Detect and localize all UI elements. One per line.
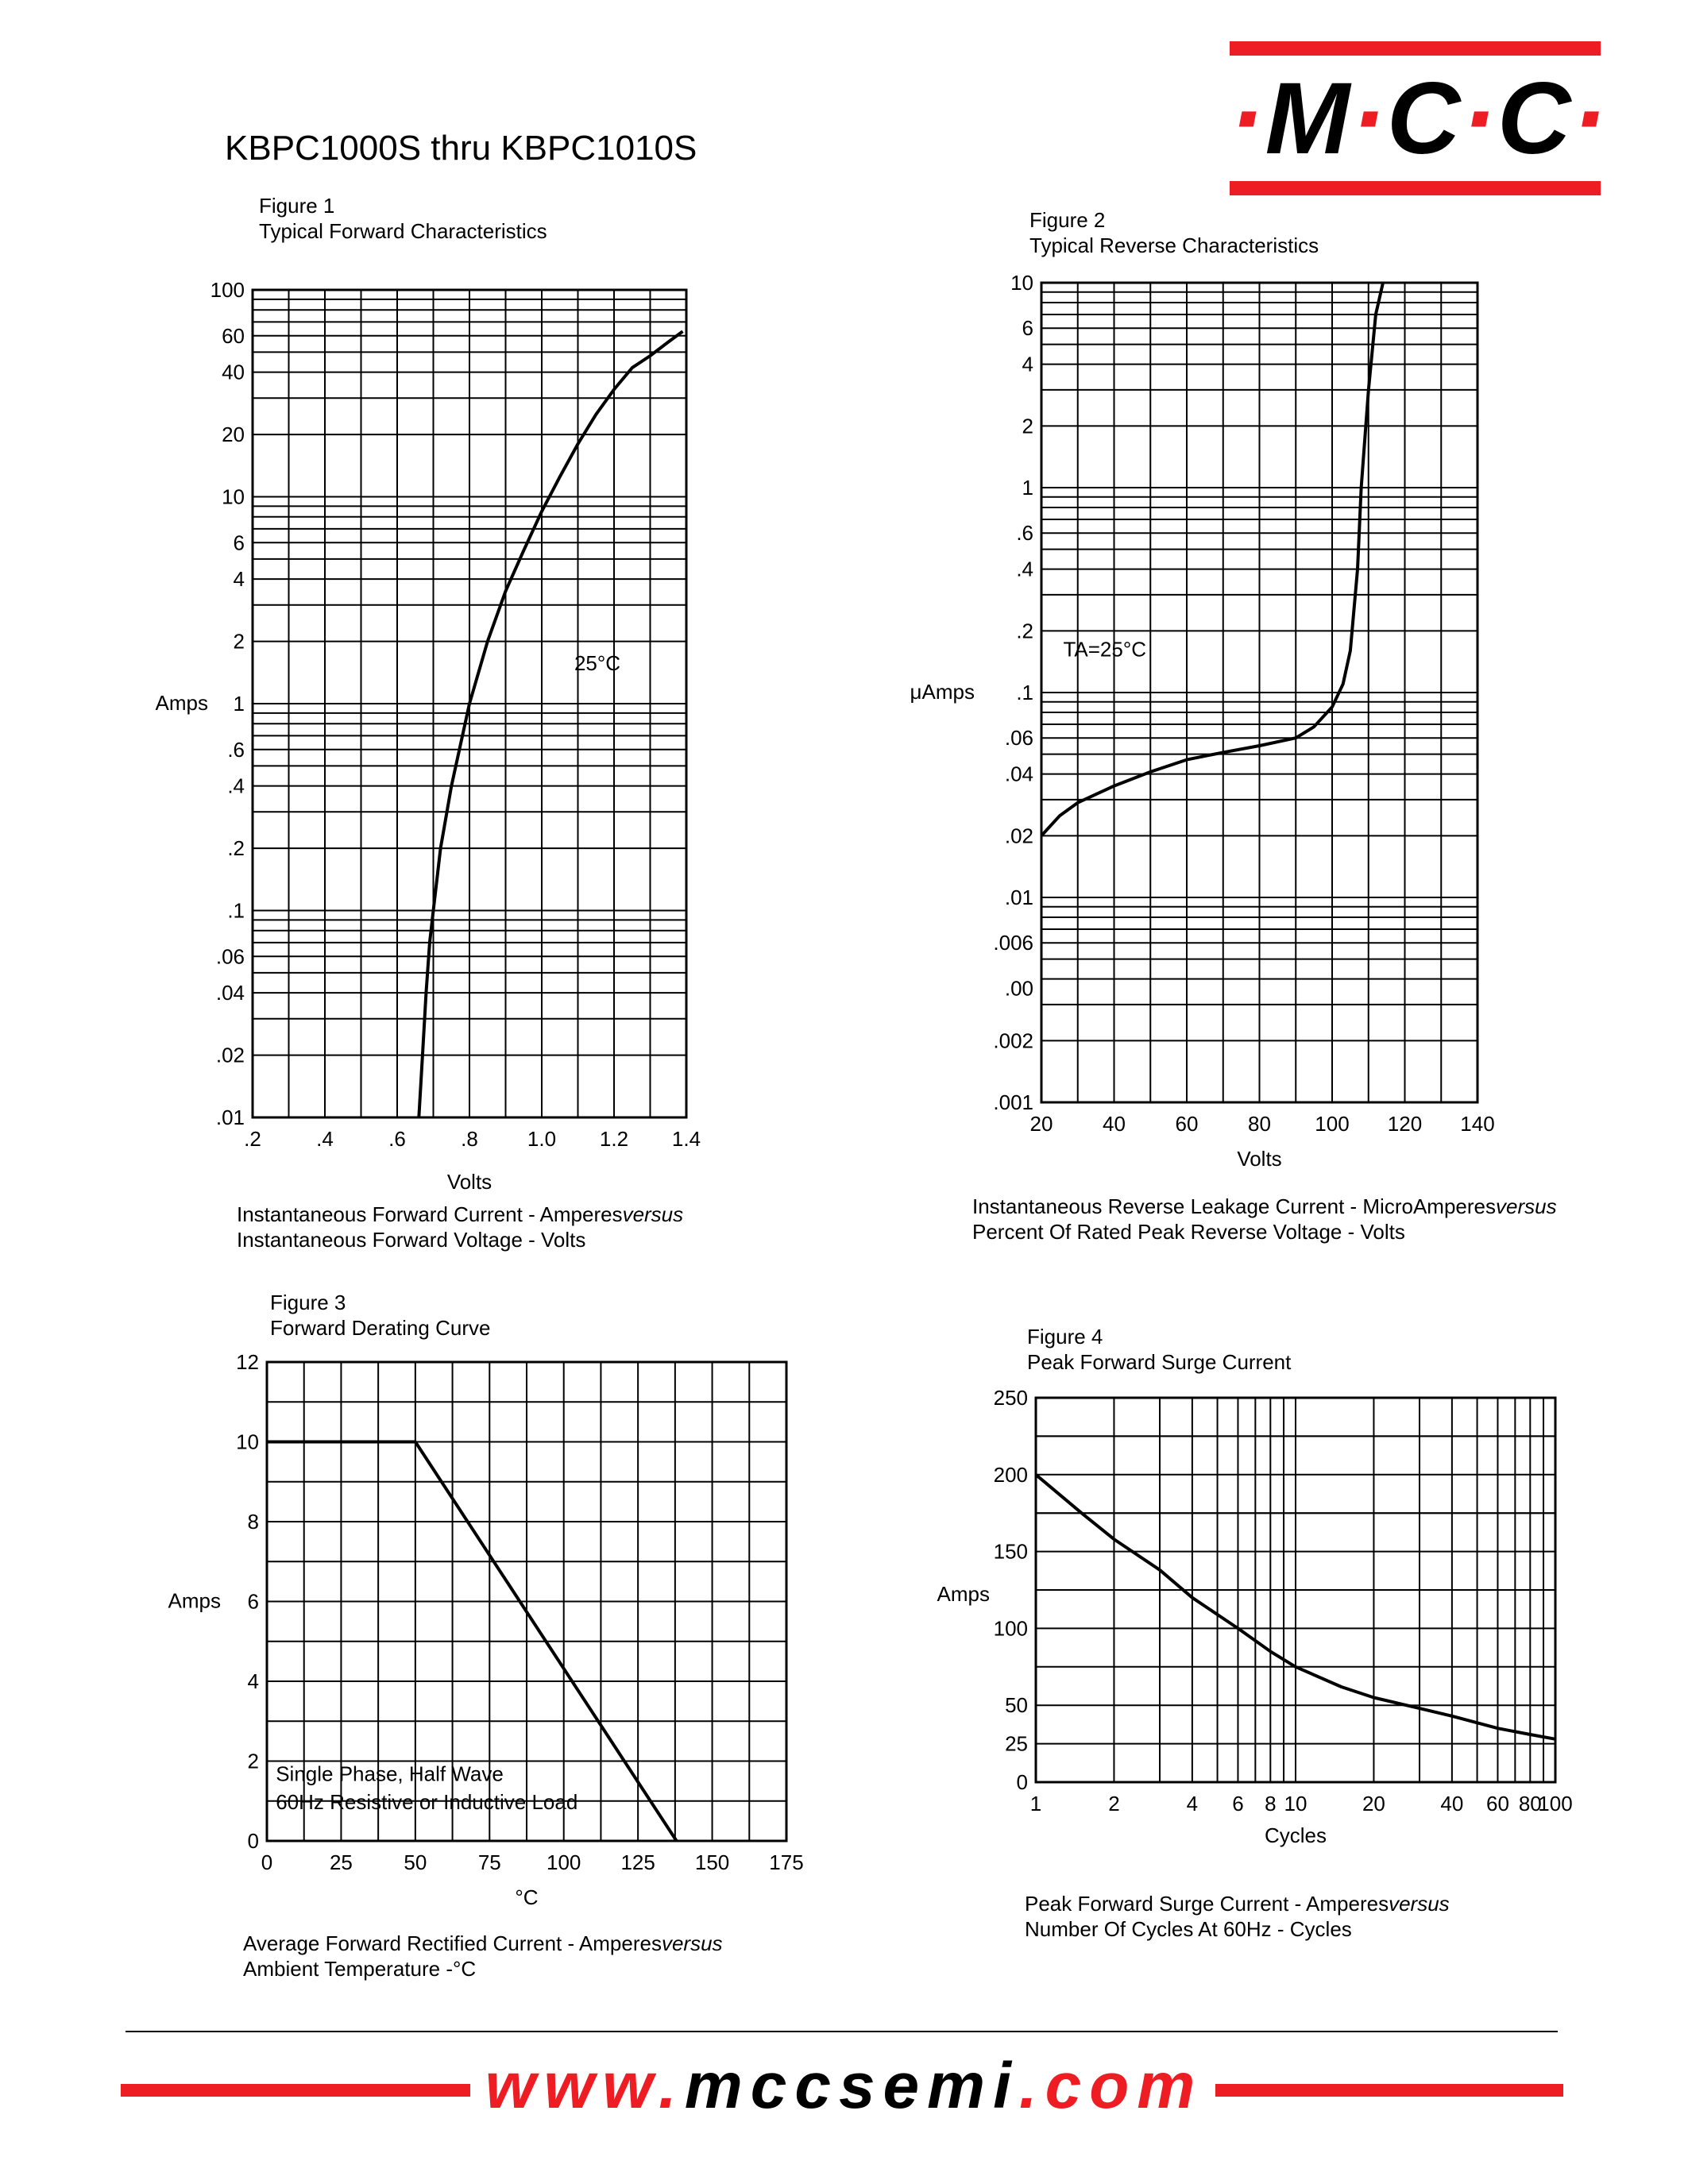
x-tick-label: 75 [477, 1850, 501, 1874]
x-tick-label: .6 [388, 1127, 406, 1151]
y-tick-label: 6 [1022, 316, 1033, 341]
figure-title: Forward Derating Curve [270, 1316, 491, 1340]
document-title: KBPC1000S thru KBPC1010S [225, 129, 697, 168]
figure-label: Figure 4 [1027, 1325, 1103, 1349]
x-tick-label: 60 [1175, 1112, 1199, 1136]
y-tick-label: 200 [993, 1462, 1028, 1487]
url-part: .com [1018, 2050, 1203, 2122]
y-tick-label: 0 [1016, 1770, 1028, 1794]
url-part: mccsemi [684, 2050, 1019, 2122]
x-tick-label: .2 [244, 1127, 261, 1151]
y-tick-label: .2 [1016, 619, 1033, 643]
y-tick-label: .04 [1004, 762, 1033, 786]
x-tick-label: 140 [1460, 1112, 1495, 1136]
x-axis-label: Cycles [1264, 1823, 1327, 1847]
y-axis-label: Amps [168, 1588, 221, 1613]
caption-text: Instantaneous Forward Voltage - Volts [237, 1228, 586, 1252]
logo-dot: · [1351, 62, 1387, 176]
x-tick-label: 100 [1315, 1112, 1350, 1136]
y-tick-label: .01 [1004, 886, 1033, 909]
x-tick-label: 20 [1362, 1792, 1385, 1815]
y-tick-label: 150 [993, 1539, 1028, 1564]
caption-versus: versus [661, 1931, 723, 1955]
y-tick-label: 250 [993, 1386, 1028, 1410]
y-tick-label: .006 [993, 931, 1033, 955]
y-tick-label: 10 [222, 484, 245, 509]
y-tick-label: .001 [993, 1090, 1033, 1114]
footer-right-bar [1215, 2084, 1563, 2097]
x-tick-label: 80 [1518, 1792, 1542, 1815]
x-tick-label: 25 [329, 1850, 353, 1874]
y-tick-label: 60 [222, 323, 245, 348]
y-tick-label: 2 [233, 629, 245, 654]
y-tick-label: 10 [236, 1430, 259, 1454]
y-tick-label: 50 [1005, 1693, 1028, 1718]
figure-title: Peak Forward Surge Current [1027, 1350, 1292, 1374]
chart-f3 [168, 1350, 804, 1909]
y-tick-label: 12 [236, 1350, 259, 1374]
y-tick-label: .1 [227, 898, 245, 923]
y-tick-label: 4 [247, 1669, 259, 1693]
x-tick-label: 40 [1440, 1792, 1464, 1815]
x-axis-label: Volts [1237, 1147, 1282, 1171]
x-tick-label: .4 [316, 1127, 334, 1151]
y-tick-label: .06 [1004, 726, 1033, 751]
caption-text: Number Of Cycles At 60Hz - Cycles [1025, 1917, 1352, 1941]
chart-annotation: 60Hz Resistive or Inductive Load [276, 1789, 578, 1814]
y-tick-label: 100 [210, 278, 245, 302]
y-axis-label: μAmps [910, 680, 975, 704]
x-tick-label: 175 [769, 1850, 804, 1874]
y-tick-label: .2 [227, 836, 245, 861]
x-tick-label: 120 [1387, 1112, 1423, 1136]
y-tick-label: .02 [215, 1043, 245, 1067]
x-axis-label: Volts [446, 1170, 492, 1194]
x-tick-label: .8 [461, 1127, 478, 1151]
y-tick-label: 1 [233, 692, 245, 716]
x-tick-label: 10 [1284, 1792, 1308, 1815]
x-tick-label: 6 [1232, 1792, 1244, 1815]
y-tick-label: .6 [227, 737, 245, 762]
y-tick-label: 6 [247, 1589, 259, 1614]
y-tick-label: 25 [1005, 1731, 1028, 1756]
x-tick-label: 0 [261, 1850, 273, 1874]
footer-rule [126, 2031, 1558, 2032]
y-tick-label: 1 [1022, 476, 1033, 500]
y-tick-label: .06 [215, 944, 245, 969]
x-tick-label: 100 [547, 1850, 581, 1874]
x-tick-label: 60 [1485, 1792, 1509, 1815]
y-axis-label: Amps [155, 691, 208, 715]
x-tick-label: 1.4 [671, 1127, 701, 1151]
x-tick-label: 125 [620, 1850, 655, 1874]
y-tick-label: 2 [1022, 414, 1033, 438]
y-tick-label: 4 [1022, 352, 1033, 376]
caption-text: Instantaneous Reverse Leakage Current - MicroAmperes [972, 1194, 1496, 1218]
caption-text: Average Forward Rectified Current - Amperes [243, 1931, 662, 1955]
x-tick-label: 40 [1103, 1112, 1126, 1136]
x-tick-label: 150 [694, 1850, 730, 1874]
y-tick-label: 0 [247, 1829, 259, 1853]
y-tick-label: 2 [247, 1749, 259, 1773]
y-tick-label: .4 [227, 774, 245, 798]
logo-dot: · [1462, 62, 1497, 176]
caption-versus: versus [1389, 1892, 1450, 1916]
x-axis-label: °C [515, 1885, 539, 1909]
logo-letter: M [1265, 62, 1352, 176]
y-tick-label: .1 [1016, 681, 1033, 704]
logo-dot: · [1572, 62, 1608, 176]
y-tick-label: 100 [993, 1616, 1028, 1641]
y-tick-label: .002 [993, 1028, 1033, 1053]
chart-f1 [156, 278, 701, 1194]
x-tick-label: 4 [1186, 1792, 1199, 1815]
caption-text: Instantaneous Forward Current - Amperes [237, 1202, 623, 1226]
chart-annotation: Single Phase, Half Wave [276, 1761, 504, 1786]
logo-letter: C [1386, 62, 1462, 176]
figure-title: Typical Reverse Characteristics [1029, 233, 1319, 257]
chart-f4 [937, 1386, 1573, 1847]
x-tick-label: 2 [1108, 1792, 1120, 1815]
y-tick-label: .6 [1016, 521, 1033, 546]
x-tick-label: 8 [1265, 1792, 1277, 1815]
y-tick-label: 10 [1010, 271, 1033, 295]
chart-annotation: 25°C [574, 650, 621, 675]
y-tick-label: 8 [247, 1510, 259, 1534]
y-tick-label: .04 [215, 981, 245, 1005]
caption-text: Peak Forward Surge Current - Amperes [1025, 1892, 1389, 1916]
x-tick-label: 100 [1538, 1792, 1573, 1815]
x-tick-label: 20 [1029, 1112, 1053, 1136]
logo-letter: C [1497, 62, 1573, 176]
caption-text: Ambient Temperature -°C [243, 1957, 477, 1981]
url-part: www. [485, 2050, 685, 2122]
logo-dot: · [1230, 62, 1265, 176]
x-tick-label: 1.2 [599, 1127, 629, 1151]
chart-f2 [910, 271, 1495, 1171]
caption-text: Percent Of Rated Peak Reverse Voltage - Volts [972, 1220, 1405, 1244]
x-tick-label: 1.0 [527, 1127, 557, 1151]
figure-title: Typical Forward Characteristics [259, 219, 547, 243]
y-tick-label: .4 [1016, 557, 1033, 581]
x-tick-label: 1 [1029, 1792, 1042, 1815]
caption-versus: versus [1496, 1194, 1557, 1218]
y-axis-label: Amps [937, 1582, 990, 1606]
chart-annotation: TA=25°C [1063, 637, 1147, 662]
y-tick-label: .01 [215, 1106, 245, 1129]
y-tick-label: .00 [1004, 976, 1033, 1001]
y-tick-label: 6 [233, 531, 245, 555]
x-tick-label: 50 [404, 1850, 427, 1874]
y-tick-label: 40 [222, 360, 245, 384]
y-tick-label: 4 [233, 567, 245, 592]
figure-label: Figure 3 [270, 1291, 346, 1314]
caption-versus: versus [622, 1202, 684, 1226]
y-tick-label: 20 [222, 423, 245, 447]
y-tick-label: .02 [1004, 824, 1033, 848]
figure-label: Figure 2 [1029, 208, 1106, 232]
x-tick-label: 80 [1248, 1112, 1271, 1136]
figure-label: Figure 1 [259, 194, 335, 218]
